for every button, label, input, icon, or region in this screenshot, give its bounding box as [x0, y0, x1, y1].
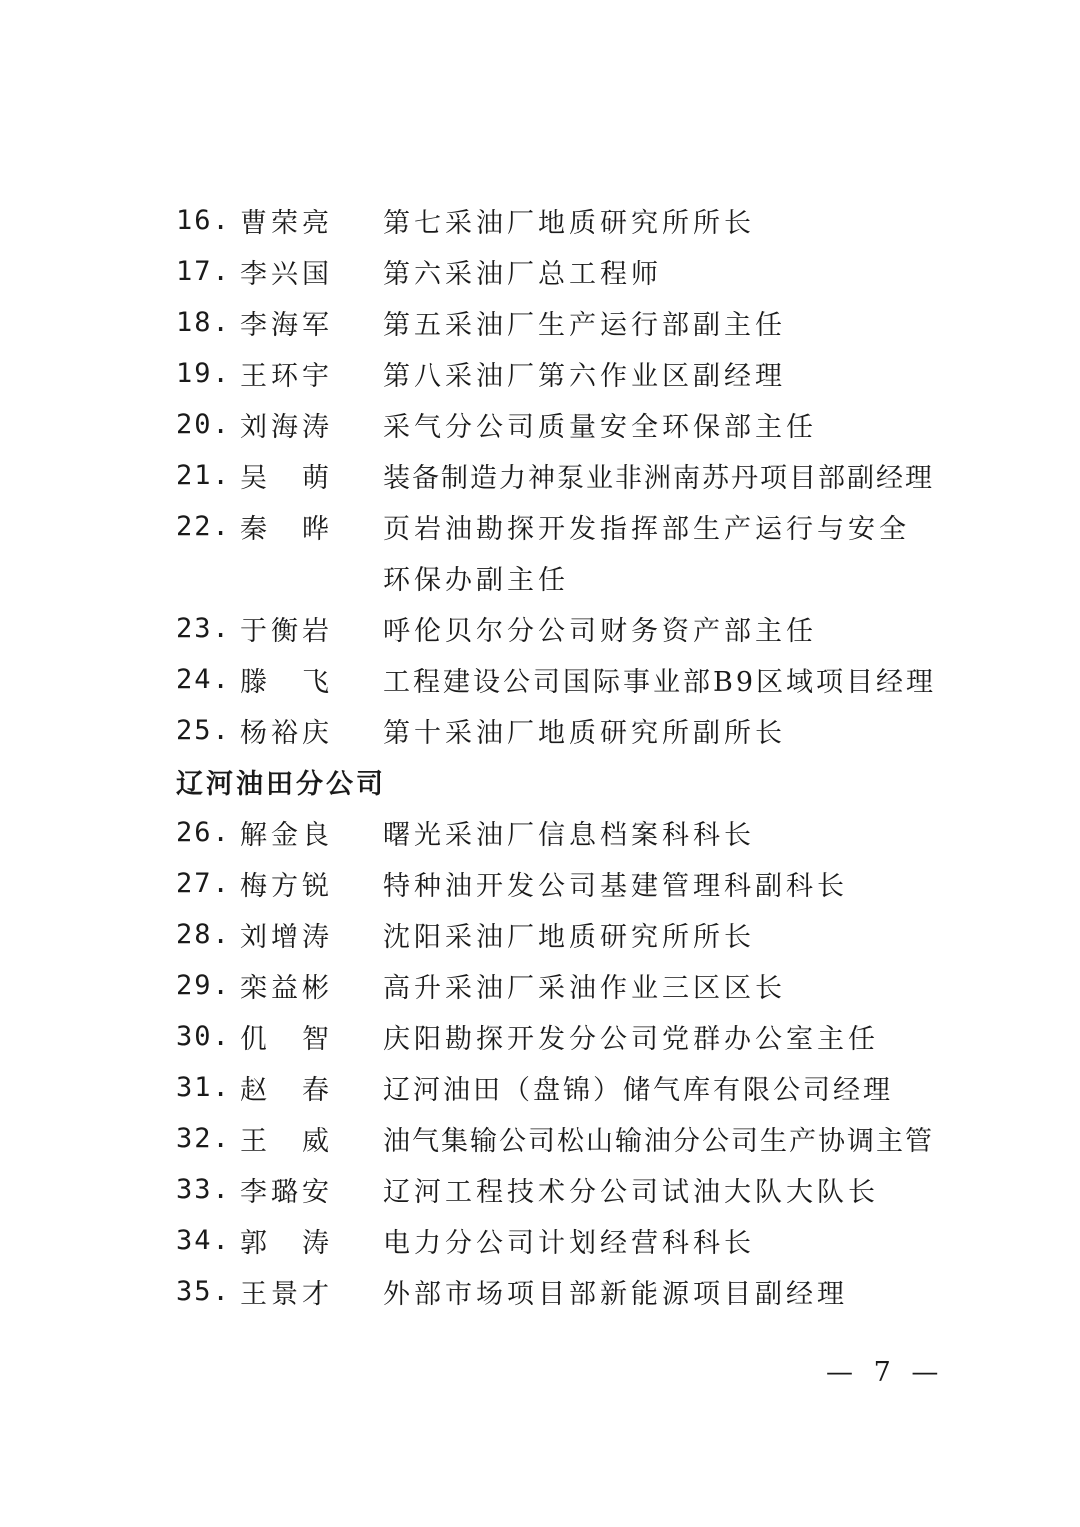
person-name: 杨裕庆: [240, 718, 333, 749]
list-item: [176, 297, 956, 348]
section-heading: 辽河油田分公司: [176, 769, 386, 800]
person-position: 第五采油厂生产运行部副主任: [383, 310, 786, 341]
item-number: 23.: [176, 613, 231, 644]
list-item: [176, 399, 956, 450]
person-name: 王景才: [240, 1279, 333, 1310]
person-name: 秦 晔: [240, 514, 333, 545]
item-number: 32.: [176, 1123, 231, 1154]
list-item: [176, 1266, 956, 1317]
list-item: [176, 654, 956, 705]
person-position: 沈阳采油厂地质研究所所长: [383, 922, 755, 953]
person-position: 第七采油厂地质研究所所长: [383, 208, 755, 239]
list-item: [176, 705, 956, 756]
person-name: 仉 智: [240, 1024, 333, 1055]
list-item: [176, 1062, 956, 1113]
item-number: 16.: [176, 205, 231, 236]
list-item: [176, 501, 956, 552]
person-name: 曹荣亮: [240, 208, 333, 239]
person-position: 采气分公司质量安全环保部主任: [383, 412, 817, 443]
item-number: 28.: [176, 919, 231, 950]
list-item: [176, 1164, 956, 1215]
person-name: 滕 飞: [240, 667, 333, 698]
item-number: 17.: [176, 256, 231, 287]
person-position: 辽河工程技术分公司试油大队大队长: [383, 1177, 879, 1208]
person-name: 李璐安: [240, 1177, 333, 1208]
person-position: 第六采油厂总工程师: [383, 259, 662, 290]
list-item: [176, 1215, 956, 1266]
item-number: 34.: [176, 1225, 231, 1256]
list-item: [176, 960, 956, 1011]
item-number: 18.: [176, 307, 231, 338]
person-name: 李海军: [240, 310, 333, 341]
item-number: 24.: [176, 664, 231, 695]
person-name: 刘增涛: [240, 922, 333, 953]
item-number: 30.: [176, 1021, 231, 1052]
list-item: [176, 1113, 956, 1164]
person-name: 解金良: [240, 820, 333, 851]
person-position: 环保办副主任: [383, 565, 569, 596]
item-number: 29.: [176, 970, 231, 1001]
person-position: 工程建设公司国际事业部B9区域项目经理: [383, 667, 937, 698]
item-number: 25.: [176, 715, 231, 746]
person-name: 刘海涛: [240, 412, 333, 443]
item-number: 31.: [176, 1072, 231, 1103]
item-number: 22.: [176, 511, 231, 542]
personnel-list: [176, 195, 956, 1317]
list-item-continuation: [176, 552, 956, 603]
list-item: [176, 858, 956, 909]
item-number: 20.: [176, 409, 231, 440]
person-name: 王环宇: [240, 361, 333, 392]
list-item: [176, 195, 956, 246]
list-item: [176, 246, 956, 297]
person-name: 李兴国: [240, 259, 333, 290]
person-position: 辽河油田（盘锦）储气库有限公司经理: [383, 1075, 893, 1106]
person-name: 王 威: [240, 1126, 333, 1157]
list-item: [176, 603, 956, 654]
person-position: 第十采油厂地质研究所副所长: [383, 718, 786, 749]
person-position: 外部市场项目部新能源项目副经理: [383, 1279, 848, 1310]
item-number: 27.: [176, 868, 231, 899]
person-position: 呼伦贝尔分公司财务资产部主任: [383, 616, 817, 647]
person-name: 栾益彬: [240, 973, 333, 1004]
item-number: 35.: [176, 1276, 231, 1307]
person-name: 梅方锐: [240, 871, 333, 902]
person-position: 第八采油厂第六作业区副经理: [383, 361, 786, 392]
person-position: 装备制造力神泵业非洲南苏丹项目部副经理: [383, 463, 934, 494]
person-name: 吴 萌: [240, 463, 333, 494]
item-number: 26.: [176, 817, 231, 848]
list-item: [176, 1011, 956, 1062]
list-item: [176, 348, 956, 399]
person-position: 曙光采油厂信息档案科科长: [383, 820, 755, 851]
person-position: 油气集输公司松山输油分公司生产协调主管: [383, 1126, 934, 1157]
list-item: [176, 807, 956, 858]
item-number: 33.: [176, 1174, 231, 1205]
person-position: 高升采油厂采油作业三区区长: [383, 973, 786, 1004]
page-number: — 7 —: [826, 1357, 945, 1388]
item-number: 19.: [176, 358, 231, 389]
person-position: 庆阳勘探开发分公司党群办公室主任: [383, 1024, 879, 1055]
person-position: 页岩油勘探开发指挥部生产运行与安全: [383, 514, 910, 545]
person-name: 于衡岩: [240, 616, 333, 647]
person-name: 郭 涛: [240, 1228, 333, 1259]
person-position: 电力分公司计划经营科科长: [383, 1228, 755, 1259]
person-position: 特种油开发公司基建管理科副科长: [383, 871, 848, 902]
person-name: 赵 春: [240, 1075, 333, 1106]
list-item: [176, 450, 956, 501]
item-number: 21.: [176, 460, 231, 491]
list-item: [176, 909, 956, 960]
